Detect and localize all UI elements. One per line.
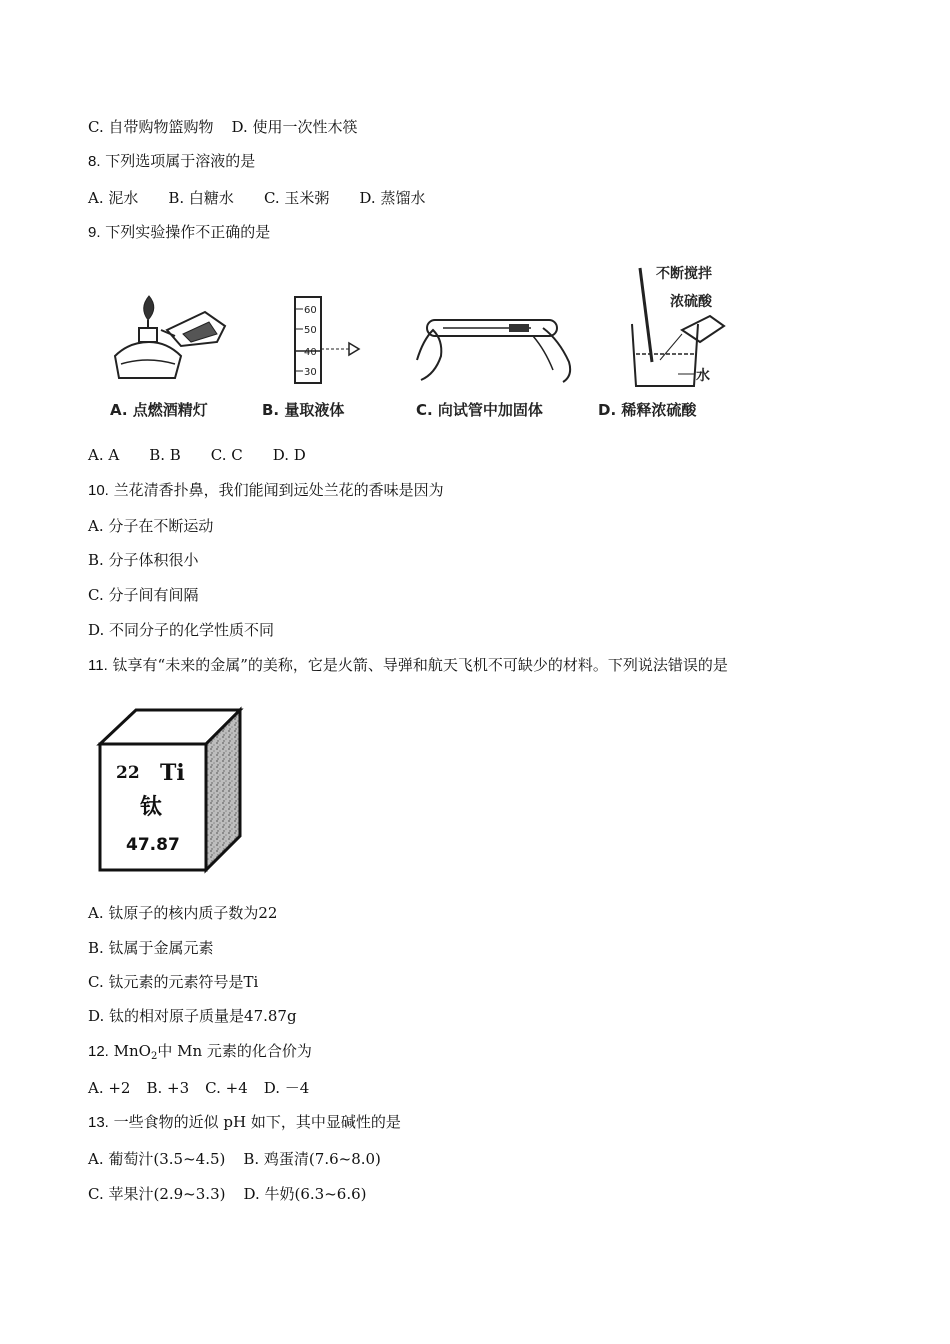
q11-option-a: A. 钛原子的核内质子数为22 [88, 904, 278, 922]
element-name: 钛 [140, 795, 163, 820]
q11-stem [88, 655, 728, 676]
q8-options [88, 188, 425, 208]
q8-number: 8. [88, 153, 101, 170]
q9-option-a: A. A [88, 446, 120, 464]
q13-option-b: B. 鸡蛋清(7.6~8.0) [243, 1150, 381, 1168]
test-tube-figure [413, 300, 578, 385]
q12-option-c: C. +4 [205, 1079, 248, 1097]
q10-stem-text: 兰花清香扑鼻，我们能闻到远处兰花的香味是因为 [113, 481, 444, 499]
scale-60-label: 60 [304, 305, 317, 316]
q13-options-row1 [88, 1149, 381, 1169]
atomic-number: 22 [116, 763, 140, 783]
q12-formula-main: MnO [113, 1042, 151, 1060]
q9-caption-a: A. 点燃酒精灯 [110, 401, 208, 419]
q9-option-b: B. B [149, 446, 181, 464]
q9-stem-text: 下列实验操作不正确的是 [105, 223, 271, 241]
q9-caption-d: D. 稀释浓硫酸 [598, 401, 697, 419]
q11-option-b: B. 钛属于金属元素 [88, 939, 214, 957]
q13-number: 13. [88, 1114, 109, 1131]
scale-50-label: 50 [304, 325, 317, 336]
q12-stem-text: 中 Mn 元素的化合价为 [157, 1042, 312, 1060]
q8-option-a: A. 泥水 [88, 189, 139, 207]
q13-options-row2 [88, 1184, 366, 1204]
q10-option-b: B. 分子体积很小 [88, 551, 199, 569]
q9-options [88, 445, 306, 465]
acid-label: 浓硫酸 [670, 294, 712, 310]
q13-option-a: A. 葡萄汁(3.5~4.5) [88, 1150, 226, 1168]
q8-stem [88, 151, 255, 172]
q7-options-line [88, 117, 358, 137]
scale-30-label: 30 [304, 367, 317, 378]
q8-option-d: D. 蒸馏水 [359, 189, 426, 207]
q9-option-d: D. D [272, 446, 306, 464]
q13-stem [88, 1112, 401, 1133]
dilute-acid-figure [620, 262, 735, 392]
q9-caption-c: C. 向试管中加固体 [416, 401, 543, 419]
q10-option-c: C. 分子间有间隔 [88, 586, 199, 604]
q12-number: 12. [88, 1043, 109, 1060]
q7-option-c: C. 自带购物篮购物 [88, 118, 214, 136]
q10-number: 10. [88, 482, 109, 499]
atomic-mass: 47.87 [126, 835, 180, 855]
q12-option-a: A. +2 [88, 1079, 131, 1097]
q7-option-d: D. 使用一次性木筷 [231, 118, 358, 136]
scale-40-label: 40 [304, 347, 317, 358]
q12-stem [88, 1041, 312, 1062]
q13-option-c: C. 苹果汁(2.9~3.3) [88, 1185, 226, 1203]
stir-label: 不断搅拌 [656, 266, 712, 282]
element-symbol: Ti [160, 760, 185, 786]
q12-options [88, 1078, 309, 1098]
q8-stem-text: 下列选项属于溶液的是 [105, 152, 256, 170]
alcohol-lamp-figure [105, 290, 235, 390]
q9-stem [88, 222, 270, 243]
q12-option-b: B. +3 [146, 1079, 190, 1097]
q12-formula-subscript: 2 [150, 1051, 158, 1062]
q11-option-d: D. 钛的相对原子质量是47.87g [88, 1007, 297, 1025]
q8-option-b: B. 白糖水 [168, 189, 234, 207]
q13-stem-text: 一些食物的近似 pH 如下，其中显碱性的是 [113, 1113, 401, 1131]
q10-option-d: D. 不同分子的化学性质不同 [88, 621, 275, 639]
q13-option-d: D. 牛奶(6.3~6.6) [243, 1185, 367, 1203]
q8-option-c: C. 玉米粥 [263, 189, 330, 207]
titanium-element-card [96, 706, 244, 874]
q9-option-c: C. C [210, 446, 243, 464]
q11-number: 11. [88, 657, 108, 674]
q10-option-a: A. 分子在不断运动 [88, 517, 214, 535]
q9-caption-b: B. 量取液体 [262, 401, 345, 419]
q9-number: 9. [88, 224, 101, 241]
measuring-cylinder-figure [285, 293, 365, 393]
water-label: 水 [696, 368, 710, 384]
q12-option-d: D. －4 [263, 1079, 310, 1097]
q12-formula [114, 1042, 158, 1060]
q11-stem-text: 钛享有“未来的金属”的美称，它是火箭、导弹和航天飞机不可缺少的材料。下列说法错误的是 [112, 656, 728, 674]
q11-option-c: C. 钛元素的元素符号是Ti [88, 973, 259, 991]
q10-stem [88, 480, 444, 501]
